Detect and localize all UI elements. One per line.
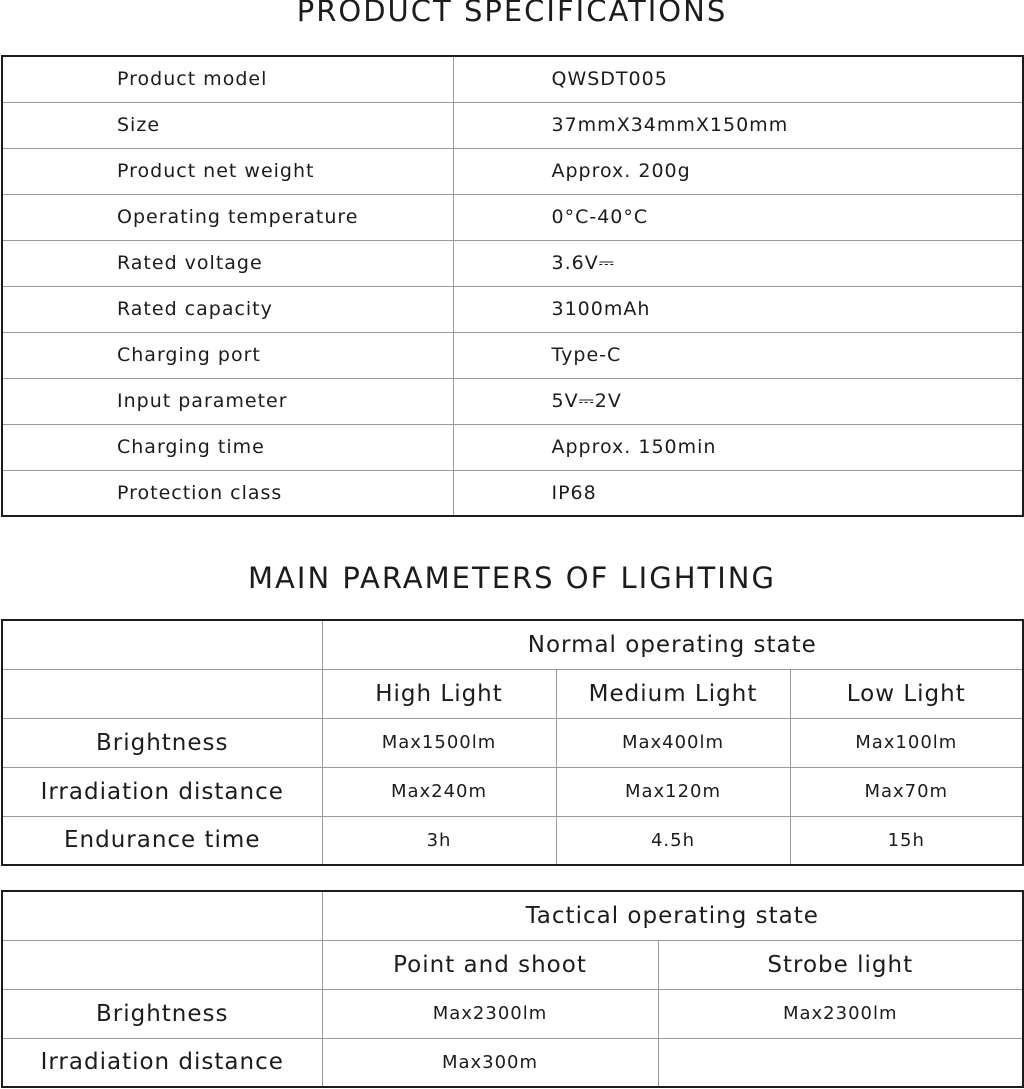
tactical-state-header: Tactical operating state [322,891,1023,940]
table-row [2,620,1023,669]
tactical-state-table [1,890,1024,1088]
empty-cell [2,891,322,940]
spec-value: Approx. 200g [453,148,1023,194]
spec-label: Product model [2,56,453,102]
table-cell: 4.5h [556,816,790,865]
spec-label: Charging time [2,424,453,470]
table-row [2,332,1023,378]
spec-value: QWSDT005 [453,56,1023,102]
table-row [2,286,1023,332]
table-cell: 15h [790,816,1023,865]
mode-header: Medium Light [556,669,790,718]
table-row [2,669,1023,718]
spec-label: Input parameter [2,378,453,424]
table-row [2,816,1023,865]
spec-label: Protection class [2,470,453,516]
spec-label: Rated voltage [2,240,453,286]
spec-value: 37mmX34mmX150mm [453,102,1023,148]
row-label: Irradiation distance [2,767,322,816]
table-cell: Max240m [322,767,556,816]
row-label: Irradiation distance [2,1038,322,1087]
spec-title: PRODUCT SPECIFICATIONS [296,0,728,28]
normal-state-table [1,619,1024,866]
table-cell: Max300m [322,1038,658,1087]
table-row [2,940,1023,989]
table-cell: Max400lm [556,718,790,767]
spec-label: Product net weight [2,148,453,194]
mode-header: Low Light [790,669,1023,718]
table-row [2,148,1023,194]
table-row [2,767,1023,816]
spec-value: 3.6V⎓ [453,240,1023,286]
table-row [2,989,1023,1038]
empty-cell [2,940,322,989]
mode-header: Point and shoot [322,940,658,989]
table-row [2,891,1023,940]
spec-table [1,55,1024,517]
spec-label: Operating temperature [2,194,453,240]
table-cell: Max2300lm [322,989,658,1038]
normal-state-header: Normal operating state [322,620,1023,669]
empty-cell [2,620,322,669]
table-cell: 3h [322,816,556,865]
table-cell: Max100lm [790,718,1023,767]
mode-header: Strobe light [658,940,1023,989]
table-row [2,102,1023,148]
spec-value: 3100mAh [453,286,1023,332]
spec-label: Charging port [2,332,453,378]
spec-value: IP68 [453,470,1023,516]
table-row [2,424,1023,470]
row-label: Endurance time [2,816,322,865]
table-cell [658,1038,1023,1087]
table-row [2,194,1023,240]
spec-value: Type-C [453,332,1023,378]
table-row [2,240,1023,286]
table-cell: Max2300lm [658,989,1023,1038]
table-row [2,378,1023,424]
empty-cell [2,669,322,718]
table-row [2,718,1023,767]
spec-label: Rated capacity [2,286,453,332]
table-row [2,56,1023,102]
row-label: Brightness [2,989,322,1038]
lighting-title: MAIN PARAMETERS OF LIGHTING [248,561,776,595]
spec-value: Approx. 150min [453,424,1023,470]
spec-value: 0°C-40°C [453,194,1023,240]
spec-label: Size [2,102,453,148]
table-row [2,470,1023,516]
spec-value: 5V⎓2V [453,378,1023,424]
table-cell: Max70m [790,767,1023,816]
table-row [2,1038,1023,1087]
table-cell: Max1500lm [322,718,556,767]
mode-header: High Light [322,669,556,718]
row-label: Brightness [2,718,322,767]
table-cell: Max120m [556,767,790,816]
